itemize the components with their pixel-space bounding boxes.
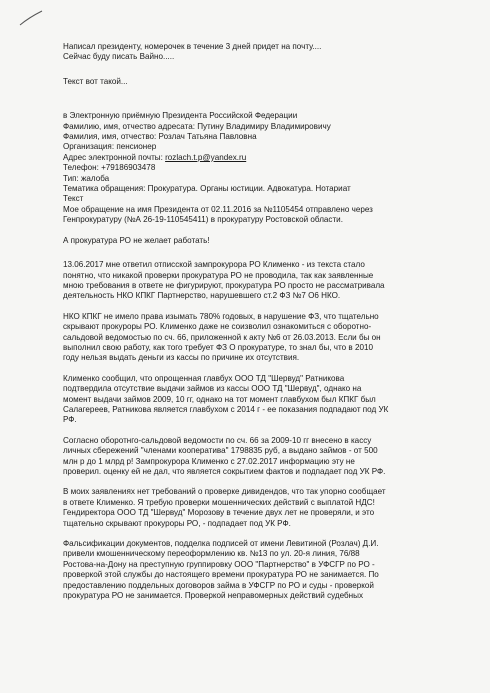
paragraph: [63, 260, 471, 302]
header-line: Телефон: +79186903478: [63, 163, 156, 173]
header-line: Тип: жалоба: [63, 173, 110, 183]
paragraph-line: Фальсификации документов, подделка подписей от имени Левитиной (Розлач) Д.И.: [63, 539, 379, 549]
paragraph-line: РФ.: [63, 415, 77, 425]
paragraph: [63, 436, 471, 478]
paragraph-line: привели кмошенническому переоформлению кв. №13 по ул. 20-я линия, 76/88: [63, 549, 360, 559]
paragraph-line: Ростова-на-Дону на преступную группировку ООО "Партнерство" в УФСГР по РО -: [63, 559, 375, 569]
header-line: Мое обращение на имя Президента от 02.11.2016 за №1105454 отправлено через: [63, 204, 373, 214]
paragraph-line: Согласно оборотнго-сальдовой ведомости по сч. 66 за 2009-10 гг внесено в кассу: [63, 435, 372, 445]
email-line: [63, 153, 471, 163]
paragraph-line: личных сбережений "членами кооператива" 1798835 руб, а выдано займов - от 500: [63, 446, 378, 456]
paragraph-line: деятельность НКО КПКГ Партнерство, нарушевшего ст.2 ФЗ №7 О6 НКО.: [63, 291, 341, 301]
document-body: [63, 42, 471, 601]
intro-line: Написал президенту, номерочек в течение 3 дней придет на почту....: [63, 42, 322, 51]
paragraph: [63, 539, 471, 601]
paragraph-line: прокуратура РО не занимается. Проверкой неправомерных действий судебных: [63, 591, 364, 601]
paragraph-line: выполнил свою работу, как того требует ФЗ О прокуратуре, то знал бы, что в 2010: [63, 342, 373, 352]
paragraph-line: скрывают прокуроры РО. Клименко даже не соизволил ознакомиться с оборотно-: [63, 322, 372, 332]
paragraph-line: момент выдачи займов 2009, 10 гг, однако на тот момент главбухом был КПКГ был: [63, 394, 376, 404]
paragraph-line: В моих заявлениях нет требований о проверке дивидендов, что так упорно сообщает: [63, 487, 386, 497]
paragraph-line: Гендиректора ООО ТД "Шервуд" Морозову в течение двух лет не проверяли, и это: [63, 508, 375, 518]
paragraph-line: проверил. оценку ей не дал, что является сокрытием фактов и подпадает под УК РФ.: [63, 467, 386, 476]
email-label: Адрес электронной почты:: [63, 152, 166, 162]
intro-line: Сейчас буду писать Вайно.....: [63, 52, 175, 62]
paragraph-line: Салагереев, Ратникова является главбухом с 2014 г - ее показания подпадают под УК: [63, 404, 389, 414]
pen-stroke-mark: [18, 8, 44, 28]
paragraph-line: подтвердила отсутствие выдачи займов из кассы ООО ТД "Шервуд", однако на: [63, 384, 362, 394]
paragraph: [63, 374, 471, 426]
paragraph-line: тщательно скрывают прокуроры РО, - подпадает под УК РФ.: [63, 518, 291, 528]
paragraph-line: млн р до 1 млрд р! Зампрокурора Клименко с 27.02.2017 информацию эту не: [63, 456, 355, 466]
paragraph: [63, 487, 471, 529]
paragraph-line: мною требования в ответе не фигурируют, прокуратура РО просто не рассматривала: [63, 280, 385, 290]
paragraph-line: НКО КПКГ не имело права изымать 780% годовых, в нарушение ФЗ, что тщательно: [63, 311, 379, 321]
paragraph-line: проверкой этой службы до настоящего времени прокуратура РО не занимается. По: [63, 570, 379, 580]
header-line: Тематика обращения: Прокуратура. Органы юстиции. Адвокатура. Нотариат: [63, 184, 351, 194]
paragraph-line: в ответе Клименко. Я требую проверки мошеннических действий с выплатой НДС!: [63, 497, 375, 507]
header-line: в Электронную приёмную Президента Российской Федерации: [63, 111, 298, 121]
paragraph: [63, 312, 471, 364]
paragraph-line: сальдовой ведомостью по сч. 66, приложенной к акту №6 от 26.03.2013. Если бы он: [63, 332, 381, 342]
header-line: Организация: пенсионер: [63, 142, 157, 152]
header-line: Текст: [63, 194, 84, 204]
statement-line: А прокуратура РО не желает работать!: [63, 235, 210, 245]
paragraph-line: году нельзя выдать деньги из кассы по причине их отсутствия.: [63, 353, 300, 363]
email-link[interactable]: rozlach.t.p@yandex.ru: [165, 152, 247, 162]
header-line: Фамилия, имя, отчество: Розлач Татьяна Павловна: [63, 132, 257, 142]
header-line: Генпрокуратуру (№А 26-19-110545411) в прокуратуру Ростовской области.: [63, 215, 343, 225]
header-line: Фамилию, имя, отчество адресата: Путину Владимиру Владимировичу: [63, 121, 331, 131]
lead-line: Текст вот такой...: [63, 76, 128, 86]
paragraph-line: понятно, что никакой проверки прокуратура РО не проводила, так как заявленные: [63, 270, 374, 280]
paragraph-line: предоставлению поддельных договоров займа в УФСГР по РО и суды - проверкой: [63, 580, 374, 590]
paragraph-line: 13.06.2017 мне ответил отписской зампрокурора РО Клименко - из текста стало: [63, 260, 365, 270]
paragraph-line: Клименко сообщил, что опрощенная главбух ООО ТД "Шервуд" Ратникова: [63, 373, 345, 383]
